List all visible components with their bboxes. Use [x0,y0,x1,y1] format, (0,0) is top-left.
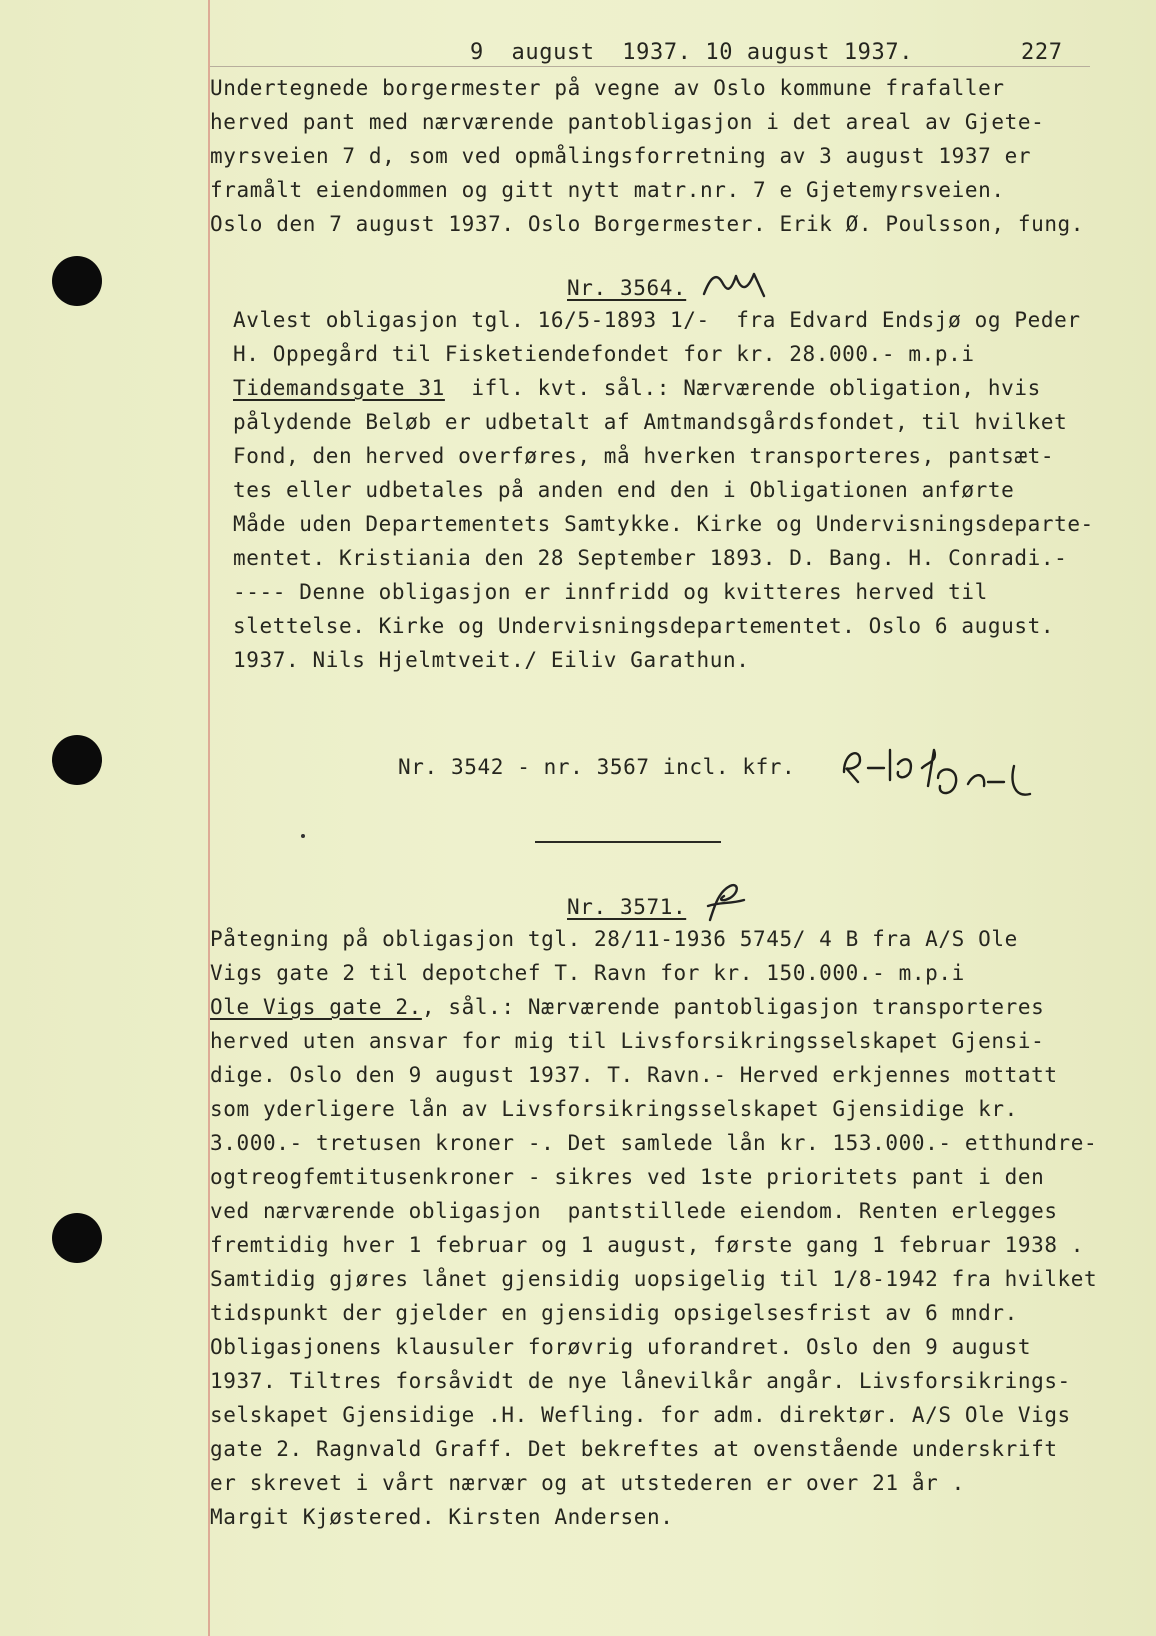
intro-line-2: herved pant med nærværende pantobligasjon i det areal av Gjete- [210,110,1045,134]
entry2-line-10: fremtidig hver 1 februar og 1 august, første gang 1 februar 1938 . [210,1233,1085,1257]
entry2-line-2: Vigs gate 2 til depotchef T. Ravn for kr. 150.000.- m.p.i [210,961,965,985]
entry1-line-8: mentet. Kristiania den 28 September 1893. D. Bang. H. Conradi.- [233,546,1068,570]
entry1-line-6: tes eller udbetales på anden end den i Obligationen anførte [233,478,1015,502]
page-number: 227 [1021,40,1063,65]
entry2-address: Ole Vigs gate 2. [210,995,422,1019]
entry1-line-2: H. Oppegård til Fisketiendefondet for kr. 28.000.- m.p.i [233,342,975,366]
entry2-line-7: 3.000.- tretusen kroner -. Det samlede lån kr. 153.000.- etthundre- [210,1131,1098,1155]
entry1-line-10: slettelse. Kirke og Undervisningsdepartementet. Oslo 6 august. [233,614,1055,638]
header-rule [210,66,1090,67]
entry-number-3571: Nr. 3571. [567,895,687,919]
entry2-line-4: herved uten ansvar for mig til Livsforsikringsselskapet Gjensi- [210,1029,1045,1053]
entry2-line-18: Margit Kjøstered. Kirsten Andersen. [210,1505,674,1529]
handwritten-initials-1 [700,268,780,302]
handwritten-initials-2 [700,880,750,924]
entry2-line-3-rest: , sål.: Nærværende pantobligasjon transporteres [421,995,1045,1019]
handwritten-annotation [838,742,1068,806]
entry2-line-1: Påtegning på obligasjon tgl. 28/11-1936 5745/ 4 B fra A/S Ole [210,927,1018,951]
entry1-line-4: pålydende Beløb er udbetalt af Amtmandsgårdsfondet, til hvilket [233,410,1068,434]
intro-line-1: Undertegnede borgermester på vegne av Oslo kommune frafaller [210,76,1005,100]
punch-hole-bottom [52,1213,102,1263]
punch-hole-middle [52,735,102,785]
entry1-line-7: Måde uden Departementets Samtykke. Kirke og Undervisningsdeparte- [233,512,1094,536]
entry1-line-3-rest: ifl. kvt. sål.: Nærværende obligation, hvis [444,376,1041,400]
entry-number-3564: Nr. 3564. [567,276,687,300]
entry2-line-3 [210,994,1044,1020]
ink-dot [301,834,305,838]
entry2-line-6: som yderligere lån av Livsforsikringsselskapet Gjensidige kr. [210,1097,1018,1121]
entry2-line-16: gate 2. Ragnvald Graff. Det bekreftes at ovenstående underskrift [210,1437,1058,1461]
entry1-line-9: ---- Denne obligasjon er innfridd og kvitteres herved til [233,580,988,604]
header-dates: 9 august 1937. 10 august 1937. [470,40,914,65]
punch-hole-top [52,256,102,306]
entry2-line-14: 1937. Tiltres forsåvidt de nye lånevilkår angår. Livsforsikrings- [210,1369,1071,1393]
entry1-line-3 [233,375,1041,401]
entry1-line-1: Avlest obligasjon tgl. 16/5-1893 1/- fra Edvard Endsjø og Peder [233,308,1081,332]
entry2-line-17: er skrevet i vårt nærvær og at utstederen er over 21 år . [210,1471,965,1495]
intro-line-4: framålt eiendommen og gitt nytt matr.nr. 7 e Gjetemyrsveien. [210,178,1005,202]
range-note: Nr. 3542 - nr. 3567 incl. kfr. [398,755,796,779]
entry2-line-13: Obligasjonens klausuler forøvrig uforandret. Oslo den 9 august [210,1335,1032,1359]
entry2-line-9: ved nærværende obligasjon pantstillede eiendom. Renten erlegges [210,1199,1058,1223]
section-divider [535,841,721,843]
entry1-line-11: 1937. Nils Hjelmtveit./ Eiliv Garathun. [233,648,750,672]
entry2-line-11: Samtidig gjøres lånet gjensidig uopsigelig til 1/8-1942 fra hvilket [210,1267,1098,1291]
intro-line-3: myrsveien 7 d, som ved opmålingsforretning av 3 august 1937 er [210,144,1032,168]
entry2-line-5: dige. Oslo den 9 august 1937. T. Ravn.- Herved erkjennes mottatt [210,1063,1058,1087]
intro-line-5: Oslo den 7 august 1937. Oslo Borgermester. Erik Ø. Poulsson, fung. [210,212,1085,236]
entry1-line-5: Fond, den herved overføres, må hverken transporteres, pantsæt- [233,444,1055,468]
entry2-line-15: selskapet Gjensidige .H. Wefling. for adm. direktør. A/S Ole Vigs [210,1403,1071,1427]
entry2-line-12: tidspunkt der gjelder en gjensidig opsigelsesfrist av 6 mndr. [210,1301,1018,1325]
entry1-address: Tidemandsgate 31 [233,376,445,400]
entry2-line-8: ogtreogfemtitusenkroner - sikres ved 1ste prioritets pant i den [210,1165,1045,1189]
